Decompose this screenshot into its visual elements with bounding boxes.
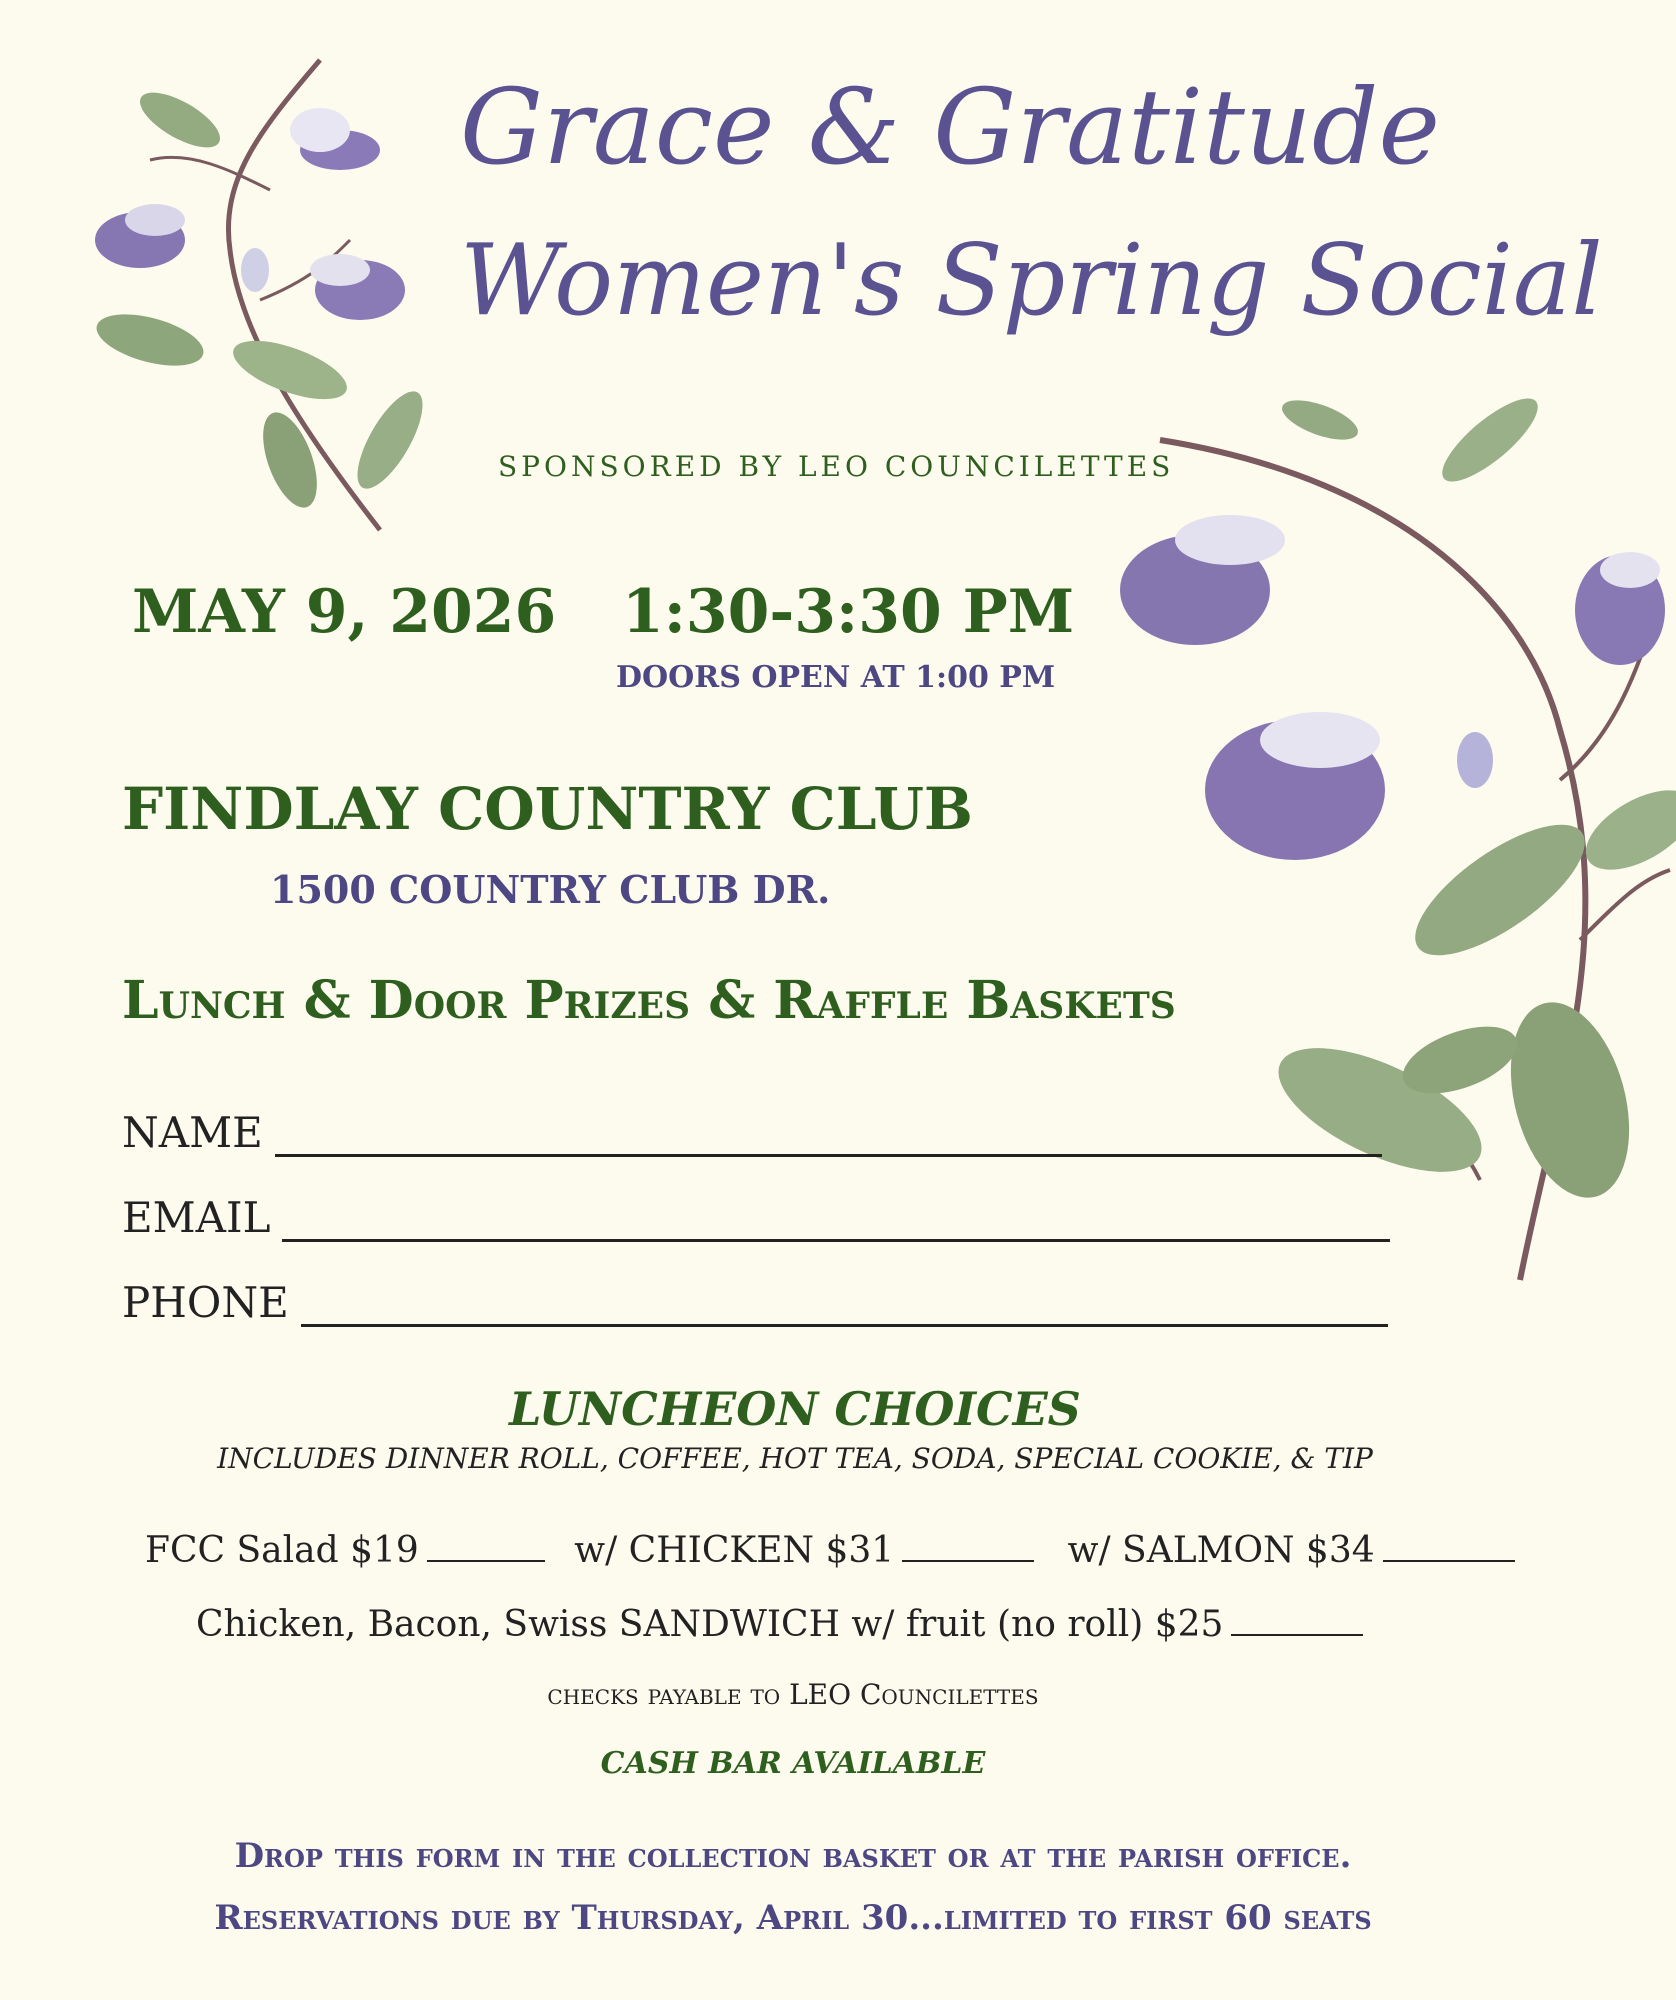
option-salad-blank[interactable] (427, 1534, 545, 1562)
floral-illustration-top-left (60, 40, 460, 560)
phone-field-row (122, 1278, 1388, 1327)
footer-line-2: Reservations due by Thursday, April 30...limited to first 60 seats (214, 1898, 1372, 1938)
phone-input-line[interactable] (301, 1290, 1388, 1327)
event-highlights: Lunch & Door Prizes & Raffle Baskets (122, 970, 1176, 1031)
cash-bar: CASH BAR AVAILABLE (600, 1746, 986, 1781)
checks-payable: checks payable to LEO Councilettes (547, 1678, 1039, 1711)
footer-line-1: Drop this form in the collection basket or at the parish office. (234, 1836, 1352, 1876)
floral-illustration-right (1060, 380, 1670, 1320)
email-field-row (122, 1193, 1390, 1242)
name-label: NAME (122, 1108, 263, 1157)
option-sandwich-blank[interactable] (1231, 1608, 1363, 1636)
luncheon-sandwich-row (196, 1604, 1363, 1645)
option-sandwich-label: Chicken, Bacon, Swiss SANDWICH w/ fruit (no roll) $25 (196, 1604, 1224, 1645)
option-chicken-label: w/ CHICKEN $31 (574, 1530, 895, 1571)
email-label: EMAIL (122, 1193, 271, 1242)
venue-name: FINDLAY COUNTRY CLUB (122, 775, 973, 843)
event-date: MAY 9, 2026 (132, 577, 557, 647)
luncheon-heading: LUNCHEON CHOICES (509, 1382, 1081, 1436)
luncheon-options-row (145, 1530, 1515, 1571)
option-salmon-label: w/ SALMON $34 (1067, 1530, 1375, 1571)
luncheon-includes: INCLUDES DINNER ROLL, COFFEE, HOT TEA, SODA, SPECIAL COOKIE, & TIP (217, 1442, 1373, 1475)
option-salmon-blank[interactable] (1383, 1534, 1515, 1562)
event-time: 1:30-3:30 PM (622, 577, 1075, 647)
title-line-2: Women's Spring Social (460, 224, 1603, 338)
option-chicken-blank[interactable] (902, 1534, 1034, 1562)
title-line-1: Grace & Gratitude (460, 66, 1441, 188)
phone-label: PHONE (122, 1278, 289, 1327)
venue-address: 1500 COUNTRY CLUB DR. (270, 867, 831, 912)
name-field-row (122, 1108, 1382, 1157)
sponsor-line: SPONSORED BY LEO COUNCILETTES (498, 450, 1175, 483)
option-salad-label: FCC Salad $19 (145, 1530, 419, 1571)
email-input-line[interactable] (282, 1205, 1390, 1242)
doors-open: DOORS OPEN AT 1:00 PM (616, 660, 1056, 695)
name-input-line[interactable] (275, 1120, 1382, 1157)
